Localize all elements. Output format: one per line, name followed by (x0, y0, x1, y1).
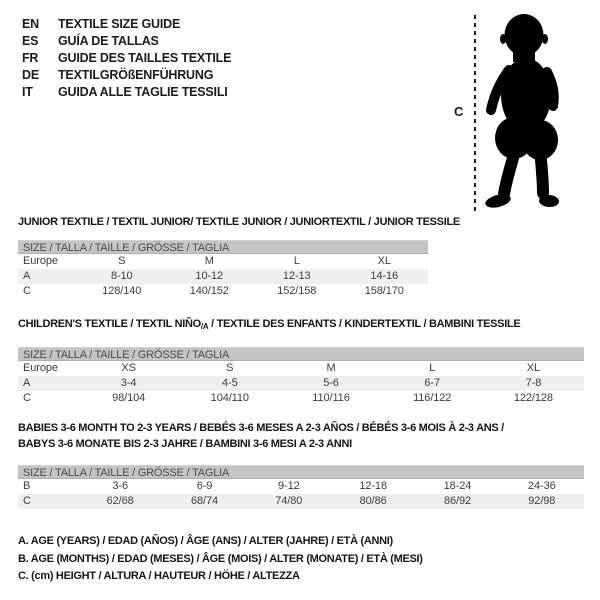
size-cell: XL (526, 362, 541, 374)
size-cell: 24-36 (527, 480, 556, 492)
language-row-de (22, 67, 231, 84)
size-cell: M (204, 255, 214, 267)
size-cell: 92/98 (528, 495, 556, 507)
size-cell: L (293, 255, 300, 267)
table-row (18, 361, 584, 376)
table-row (18, 284, 428, 299)
footnote-b: B. AGE (MONTHS) / EDAD (MESES) / ÂGE (MOIS) / ALTER (MONATE) / ETÀ (MESI) (18, 552, 423, 565)
baby-silhouette-icon (483, 10, 573, 212)
size-cell: 68/74 (190, 495, 218, 507)
children-heading (18, 317, 584, 334)
size-cell: 12-13 (282, 270, 311, 282)
size-cell: 10-12 (195, 270, 224, 282)
row-label: A (23, 270, 31, 282)
size-cell: S (118, 255, 126, 267)
size-cell: 80/86 (359, 495, 387, 507)
table-row (18, 391, 584, 406)
size-cell: 4-5 (222, 377, 238, 389)
language-row-es (22, 33, 231, 50)
size-cell: XL (377, 255, 391, 267)
size-cell: 12-18 (359, 480, 387, 492)
size-cell: 62/68 (106, 495, 134, 507)
table-row (18, 479, 584, 494)
size-cell: 122/128 (513, 392, 553, 404)
table-row (18, 376, 584, 391)
language-row-fr (22, 50, 231, 67)
language-title: GUÍA DE TALLAS (58, 34, 159, 48)
height-measure-label: C (454, 104, 464, 119)
size-cell: 8-10 (110, 270, 133, 282)
language-title: TEXTILE SIZE GUIDE (58, 17, 181, 31)
children-size-header-bar: SIZE / TALLA / TAILLE / GRÖSSE / TAGLIA (18, 347, 584, 361)
size-cell: 116/122 (413, 392, 452, 404)
size-cell: 3-6 (112, 480, 128, 492)
row-label: C (23, 495, 31, 507)
footnote-c: C. (cm) HEIGHT / ALTURA / HAUTEUR / HÖHE / ALTEZZA (18, 570, 300, 582)
junior-section (18, 215, 460, 299)
language-code: EN (22, 17, 39, 31)
language-title: TEXTILGRÖßENFÜHRUNG (58, 68, 214, 82)
junior-heading: JUNIOR TEXTILE / TEXTIL JUNIOR/ TEXTILE JUNIOR / JUNIORTEXTIL / JUNIOR TESSILE (18, 216, 460, 228)
size-cell: 7-8 (525, 377, 542, 389)
language-list (22, 16, 231, 101)
row-label: A (23, 377, 31, 389)
row-label: C (23, 285, 31, 297)
language-title: GUIDE DES TAILLES TEXTILE (58, 51, 232, 65)
size-cell: M (326, 362, 336, 374)
size-cell: 5-6 (323, 377, 339, 389)
babies-section (18, 420, 584, 509)
size-cell: 158/170 (364, 285, 404, 297)
table-row (18, 494, 584, 509)
language-row-en (22, 16, 231, 33)
language-title: GUIDA ALLE TAGLIE TESSILI (58, 85, 228, 99)
heading-text: CHILDREN'S TEXTILE / TEXTIL NIÑO (18, 318, 201, 330)
size-cell: S (226, 362, 234, 374)
size-cell: 110/116 (312, 392, 350, 404)
size-cell: 18-24 (443, 480, 472, 492)
measurement-figure (452, 8, 592, 215)
size-cell: 14-16 (370, 270, 399, 282)
table-row (18, 269, 428, 284)
babies-heading-line2: BABYS 3-6 MONATE BIS 2-3 JAHRE / BAMBINI 3-6 MESI A 2-3 ANNI (18, 438, 352, 450)
size-cell: XS (121, 362, 136, 374)
size-cell: 6-7 (424, 377, 441, 389)
babies-heading-line1: BABIES 3-6 MONTH TO 2-3 YEARS / BEBÉS 3-6 MESES A 2-3 AÑOS / BÉBÉS 3-6 MOIS À 2-3 ANS / (18, 422, 504, 434)
size-cell: 140/152 (189, 285, 229, 297)
row-label: B (23, 480, 31, 492)
size-cell: 9-12 (278, 480, 300, 492)
size-cell: 128/140 (102, 285, 142, 297)
row-label: C (23, 392, 31, 404)
heading-subscript: /A (200, 322, 209, 331)
size-cell: 3-4 (120, 377, 137, 389)
size-cell: 74/80 (275, 495, 303, 507)
table-row (18, 254, 428, 269)
size-cell: 6-9 (196, 480, 213, 492)
language-row-it (22, 84, 231, 101)
junior-size-header-bar: SIZE / TALLA / TAILLE / GRÖSSE / TAGLIA (18, 240, 428, 254)
heading-text: / TEXTILE DES ENFANTS / KINDERTEXTIL / BAMBINI TESSILE (208, 318, 521, 330)
row-label: Europe (23, 362, 58, 374)
size-cell: 152/158 (277, 285, 317, 297)
size-cell: 98/104 (112, 392, 146, 404)
footnote-a: A. AGE (YEARS) / EDAD (AÑOS) / ÂGE (ANS) / ALTER (JAHRE) / ETÀ (ANNI) (18, 535, 393, 547)
babies-size-header-bar: SIZE / TALLA / TAILLE / GRÖSSE / TAGLIA (18, 465, 584, 479)
row-label: Europe (23, 255, 58, 267)
size-cell: L (429, 362, 436, 374)
height-dashed-line (474, 15, 476, 215)
language-code: FR (22, 51, 39, 65)
size-cell: 86/92 (443, 495, 471, 507)
size-cell: 104/110 (210, 392, 249, 404)
language-code: IT (22, 85, 33, 99)
children-section (18, 317, 584, 406)
language-code: DE (22, 68, 39, 82)
footnotes (18, 533, 423, 586)
language-code: ES (22, 34, 39, 48)
